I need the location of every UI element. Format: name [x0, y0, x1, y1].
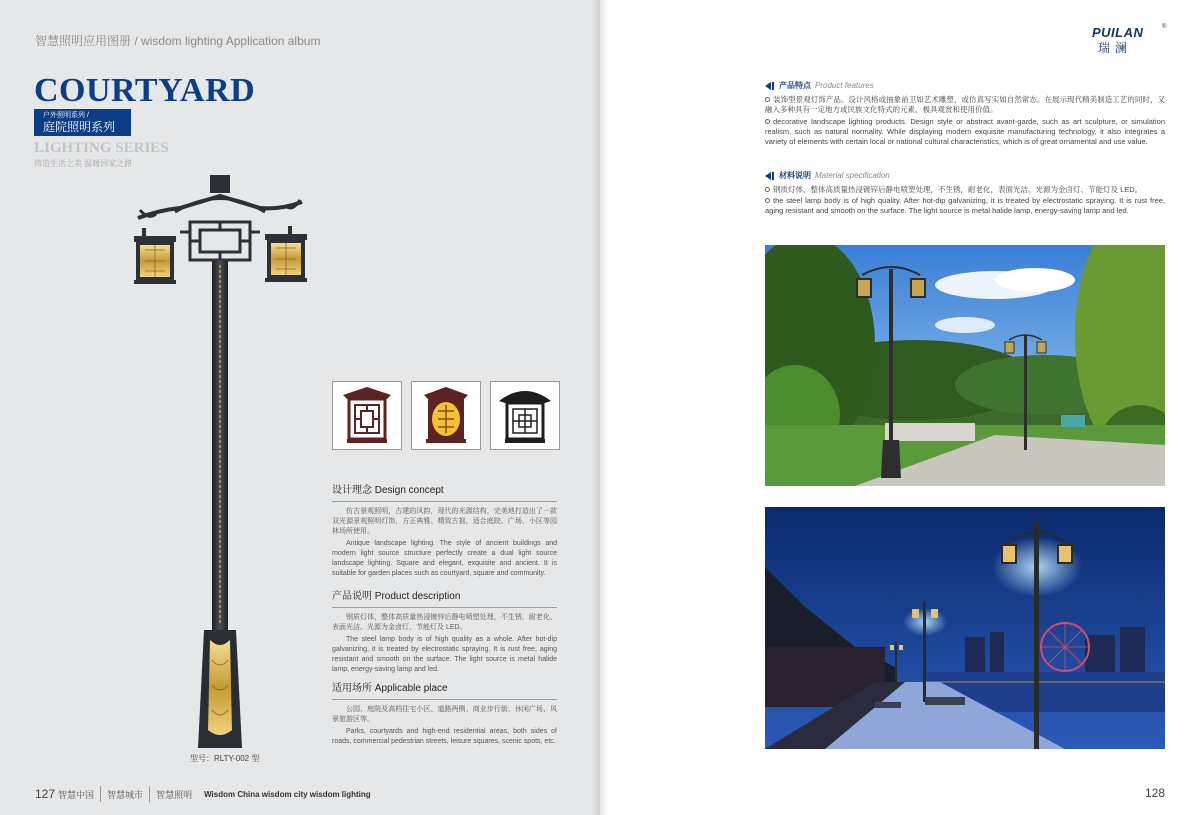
right-page: [600, 0, 1200, 815]
brand-logo: [1090, 25, 1170, 55]
slogan: 铸造生活之美 温暖回家之路: [34, 159, 133, 168]
series-badge-small: 户外照明系列 /: [43, 112, 89, 119]
section-title: 产品说明 Product description: [332, 587, 557, 608]
heading-cn: 材料说明: [779, 171, 811, 180]
section-text-cn: 公园、庭院及高档住宅小区、道路两侧、商业步行街、休闲广场、风景旅游区等。: [332, 706, 557, 723]
material-text-cn: 钢质灯体，整体高质量热浸镀锌后静电喷塑处理，不生锈，耐老化，表面光洁。光源为金卤灯、节能灯及 LED。: [773, 185, 1143, 194]
product-features-cn: [765, 95, 1165, 115]
footer-english: Wisdom China wisdom city wisdom lighting: [204, 789, 371, 799]
lantern-variant-gold: [411, 381, 481, 450]
lighting-series-heading: LIGHTING SERIES: [34, 140, 169, 156]
lantern-variant-black: [490, 381, 560, 450]
bullet-icon: [765, 97, 770, 102]
heading-en: Material specification: [815, 171, 890, 180]
footer-divider: [100, 786, 101, 802]
footer-left: [35, 786, 371, 802]
bullet-icon: [765, 119, 770, 124]
footer-item: 智慧城市: [107, 789, 144, 800]
product-features-heading: [765, 80, 874, 91]
section-text-cn: 仿古景观照明，古建的风韵，现代的光源结构，完美地打造出了一款双光源景观照明灯饰，方正典雅、精致古拙，适合庭院、广场、小区等园林场所使用。: [332, 508, 557, 535]
page-number-left: 127: [35, 787, 56, 801]
series-badge-title: 庭院照明系列: [43, 120, 116, 134]
footer-divider: [149, 786, 150, 802]
footer-item: 智慧中国: [58, 789, 95, 800]
daytime-park-photo: [765, 245, 1165, 486]
logo-wordmark: PUILAN: [1092, 25, 1144, 40]
lantern-variant-brown: [332, 381, 402, 450]
material-spec-en: [765, 196, 1165, 216]
series-badge: [34, 109, 131, 136]
heading-en: Product features: [815, 81, 874, 90]
model-label: 型号：RLTY-002 型: [190, 754, 260, 763]
night-riverside-photo: [765, 507, 1165, 749]
section-text-cn: 钢质灯体，整体高质量热浸镀锌后静电喷塑处理，不生锈，耐老化，表面光洁。光源为金卤灯、节能灯及 LED。: [332, 614, 557, 631]
section-title: 适用场所 Applicable place: [332, 679, 557, 700]
speaker-icon: [765, 172, 771, 180]
bullet-icon: [765, 198, 770, 203]
features-text-cn: 装饰型景观灯饰产品。设计风格或抽象前卫如艺术雕塑，或仿真写实如自然常态。在展示现代精美制造工艺的同时，又融入多种具有一定地方或民族文化特式的元素，极具观赏和使用价值。: [765, 95, 1165, 114]
album-title: 智慧照明应用图册 / wisdom lighting Application album: [35, 34, 321, 48]
section-title: 设计理念 Design concept: [332, 481, 557, 502]
logo-chinese: 瑞澜: [1098, 41, 1133, 55]
applicable-place-section: [332, 679, 557, 747]
speaker-icon: [765, 82, 771, 90]
material-text-en: the steel lamp body is of high quality. After hot-dip galvanizing, it is treated by electrostatic spraying. It is rust free, aging resistant and smooth on the surface. The light source is metal halide lamp, energy-saving lamp and led.: [765, 196, 1165, 215]
lantern-variants: [332, 381, 560, 450]
page-number-right: 128: [1145, 786, 1166, 800]
material-spec-heading: [765, 170, 890, 181]
section-text-en: Antique landscape lighting. The style of ancient buildings and modern light source structure perfectly create a dual light source landscape lighting. Square and elegant, exquisite and ancient. It is suitable for garden places such as courtyard, square and community.: [332, 540, 557, 577]
page-heading: COURTYARD: [34, 72, 256, 109]
heading-cn: 产品特点: [779, 81, 811, 90]
lamp-product-image: [120, 170, 320, 755]
product-description-section: [332, 587, 557, 675]
logo-registered: ®: [1162, 24, 1167, 30]
section-text-en: The steel lamp body is of high quality as a whole. After hot-dip galvanizing, it is treated by electrostatic spraying. It is rust free, aging resistant and smooth on the surface. The light source is metal halide lamp, energy-saving lamp and led.: [332, 636, 557, 673]
design-concept-section: [332, 481, 557, 579]
bullet-icon: [765, 187, 770, 192]
material-spec-cn: [765, 185, 1165, 195]
footer-item: 智慧照明: [156, 789, 193, 800]
section-text-en: Parks, courtyards and high-end residential areas, both sides of roads, commercial pedestrian streets, leisure squares, scenic spots, etc.: [332, 728, 557, 745]
features-text-en: decorative landscape lighting products. Design style or abstract avant-garde, such as art sculpture, or simulation realism, such as natural normality. While displaying modern exquisite manufacturing technology, it also integrates a variety of elements with certain local or national cultural characteristics, which is of great ornamental and use value.: [765, 117, 1165, 146]
product-features-en: [765, 117, 1165, 147]
